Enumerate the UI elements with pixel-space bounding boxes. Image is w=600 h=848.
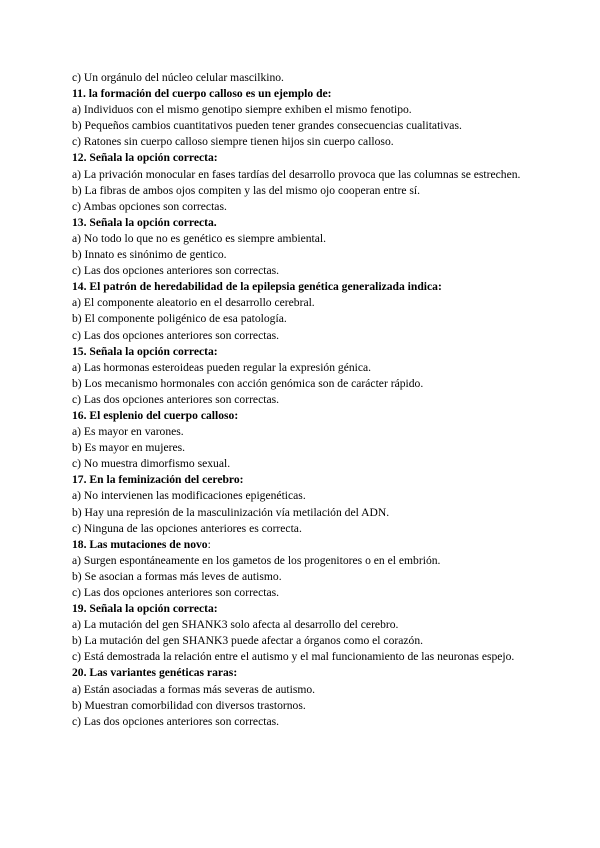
answer-option: b) El componente poligénico de esa patología.	[72, 312, 287, 326]
question-18-colon: :	[207, 537, 211, 551]
answer-option: a) Surgen espontáneamente en los gametos de los progenitores o en el embrión.	[72, 553, 441, 567]
question-13: 13. Señala la opción correcta.	[72, 215, 217, 229]
question-12: 12. Señala la opción correcta:	[72, 151, 218, 165]
answer-option: b) La mutación del gen SHANK3 puede afectar a órganos como el corazón.	[72, 634, 424, 648]
answer-option: b) Pequeños cambios cuantitativos pueden tener grandes consecuencias cualitativas.	[72, 119, 462, 133]
answer-option: c) Un orgánulo del núcleo celular mascilkino.	[72, 71, 284, 84]
question-15: 15. Señala la opción correcta:	[72, 344, 218, 358]
answer-option: b) Muestran comorbilidad con diversos trastornos.	[72, 698, 306, 712]
question-16: 16. El esplenio del cuerpo calloso:	[72, 408, 239, 422]
answer-option: a) La mutación del gen SHANK3 solo afecta al desarrollo del cerebro.	[72, 618, 399, 632]
question-19: 19. Señala la opción correcta:	[72, 602, 218, 616]
answer-option: a) No intervienen las modificaciones epigenéticas.	[72, 489, 306, 503]
answer-option: c) Ratones sin cuerpo calloso siempre tienen hijos sin cuerpo calloso.	[72, 135, 394, 149]
answer-option: a) Individuos con el mismo genotipo siempre exhiben el mismo fenotipo.	[72, 103, 412, 117]
answer-option: a) No todo lo que no es genético es siempre ambiental.	[72, 231, 327, 245]
answer-option: c) Las dos opciones anteriores son correctas.	[72, 264, 280, 278]
question-11: 11. la formación del cuerpo calloso es un ejemplo de:	[72, 87, 332, 101]
answer-option: a) Están asociadas a formas más severas de autismo.	[72, 682, 316, 696]
question-20: 20. Las variantes genéticas raras:	[72, 666, 238, 680]
answer-option: b) Innato es sinónimo de gentico.	[72, 248, 227, 262]
answer-option: b) La fibras de ambos ojos compiten y las del mismo ojo cooperan entre sí.	[72, 183, 421, 197]
question-14: 14. El patrón de heredabilidad de la epilepsia genética generalizada indica:	[72, 280, 442, 294]
question-18	[72, 537, 527, 553]
answer-option: a) El componente aleatorio en el desarrollo cerebral.	[72, 296, 315, 310]
document-page	[72, 70, 527, 730]
answer-option: c) Las dos opciones anteriores son correctas.	[72, 328, 280, 342]
answer-option: b) Los mecanismo hormonales con acción genómica son de carácter rápido.	[72, 376, 424, 390]
answer-option: a) Las hormonas esteroideas pueden regular la expresión génica.	[72, 360, 372, 374]
question-18-bold: 18. Las mutaciones de novo	[72, 537, 208, 551]
answer-option: b) Se asocian a formas más leves de autismo.	[72, 569, 282, 583]
answer-option: c) Está demostrada la relación entre el autismo y el mal funcionamiento de las neuronas espejo.	[72, 650, 515, 664]
answer-option: b) Hay una represión de la masculinización vía metilación del ADN.	[72, 505, 390, 519]
answer-option: c) Las dos opciones anteriores son correctas.	[72, 714, 280, 728]
answer-option: a) Es mayor en varones.	[72, 425, 184, 439]
answer-option: b) Es mayor en mujeres.	[72, 441, 186, 455]
answer-option: c) Las dos opciones anteriores son correctas.	[72, 586, 280, 599]
answer-option: c) Ninguna de las opciones anteriores es correcta.	[72, 521, 302, 535]
answer-option: c) Las dos opciones anteriores son correctas.	[72, 392, 280, 406]
answer-option: c) No muestra dimorfismo sexual.	[72, 457, 231, 471]
answer-option: c) Ambas opciones son correctas.	[72, 199, 227, 213]
answer-option: a) La privación monocular en fases tardías del desarrollo provoca que las columnas se estrechen.	[72, 167, 521, 181]
question-17: 17. En la feminización del cerebro:	[72, 473, 244, 487]
